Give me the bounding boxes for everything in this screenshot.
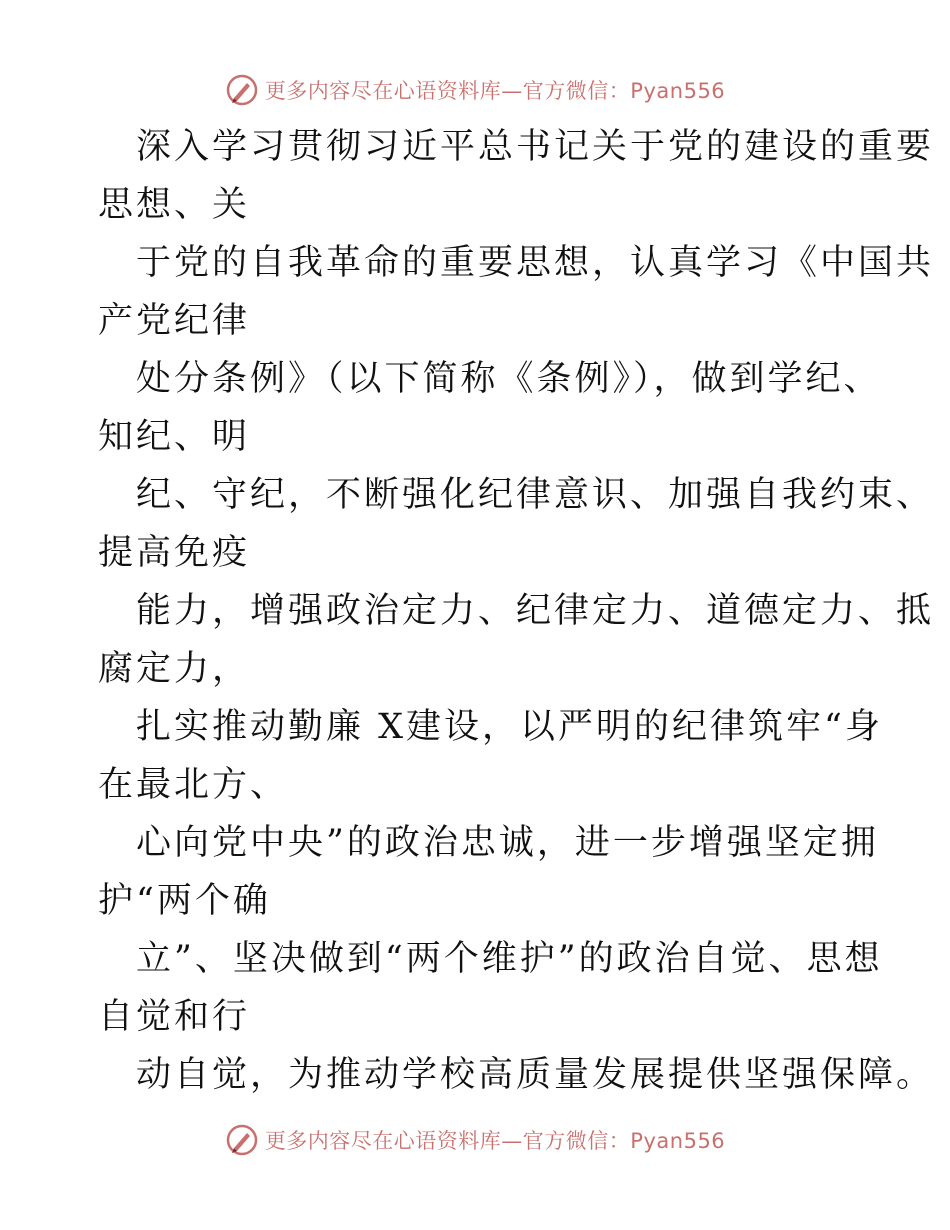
text-line: 心向党中央”的政治忠诚，进一步增强坚定拥	[136, 823, 879, 863]
footer-watermark-text: 更多内容尽在心语资料库—官方微信：Pyan556	[264, 1129, 726, 1153]
text-line: 于党的自我革命的重要思想，认真学习《中国共	[136, 243, 935, 283]
text-line: 腐定力，	[98, 649, 251, 689]
text-line: 护“两个确	[98, 881, 271, 921]
text-line: 提高免疫	[98, 533, 251, 573]
text-line: 扎实推动勤廉 X建设，以严明的纪律筑牢“身	[136, 707, 883, 747]
text-line: 能力，增强政治定力、纪律定力、道德定力、抵	[136, 591, 935, 631]
text-line: 处分条例》（以下简称《条例》），做到学纪、	[136, 359, 882, 399]
text-line: 深入学习贯彻习近平总书记关于党的建设的重要	[136, 127, 935, 167]
header-watermark-banner	[0, 70, 950, 110]
text-line: 知纪、明	[98, 417, 251, 457]
text-line: 思想、关	[98, 185, 251, 225]
text-line: 自觉和行	[98, 997, 251, 1037]
pen-logo-icon	[225, 73, 259, 107]
text-line: 在最北方、	[98, 765, 289, 805]
text-line: 立”、坚决做到“两个维护”的政治自觉、思想	[136, 939, 883, 979]
text-line: 纪、守纪，不断强化纪律意识、加强自我约束、	[136, 475, 935, 515]
pen-logo-icon	[225, 1123, 259, 1157]
header-watermark-text: 更多内容尽在心语资料库—官方微信：Pyan556	[264, 79, 726, 103]
document-body	[98, 118, 935, 1104]
text-line: 动自觉，为推动学校高质量发展提供坚强保障。	[136, 1055, 935, 1095]
footer-watermark-banner	[0, 1120, 950, 1160]
text-line: 产党纪律	[98, 301, 251, 341]
